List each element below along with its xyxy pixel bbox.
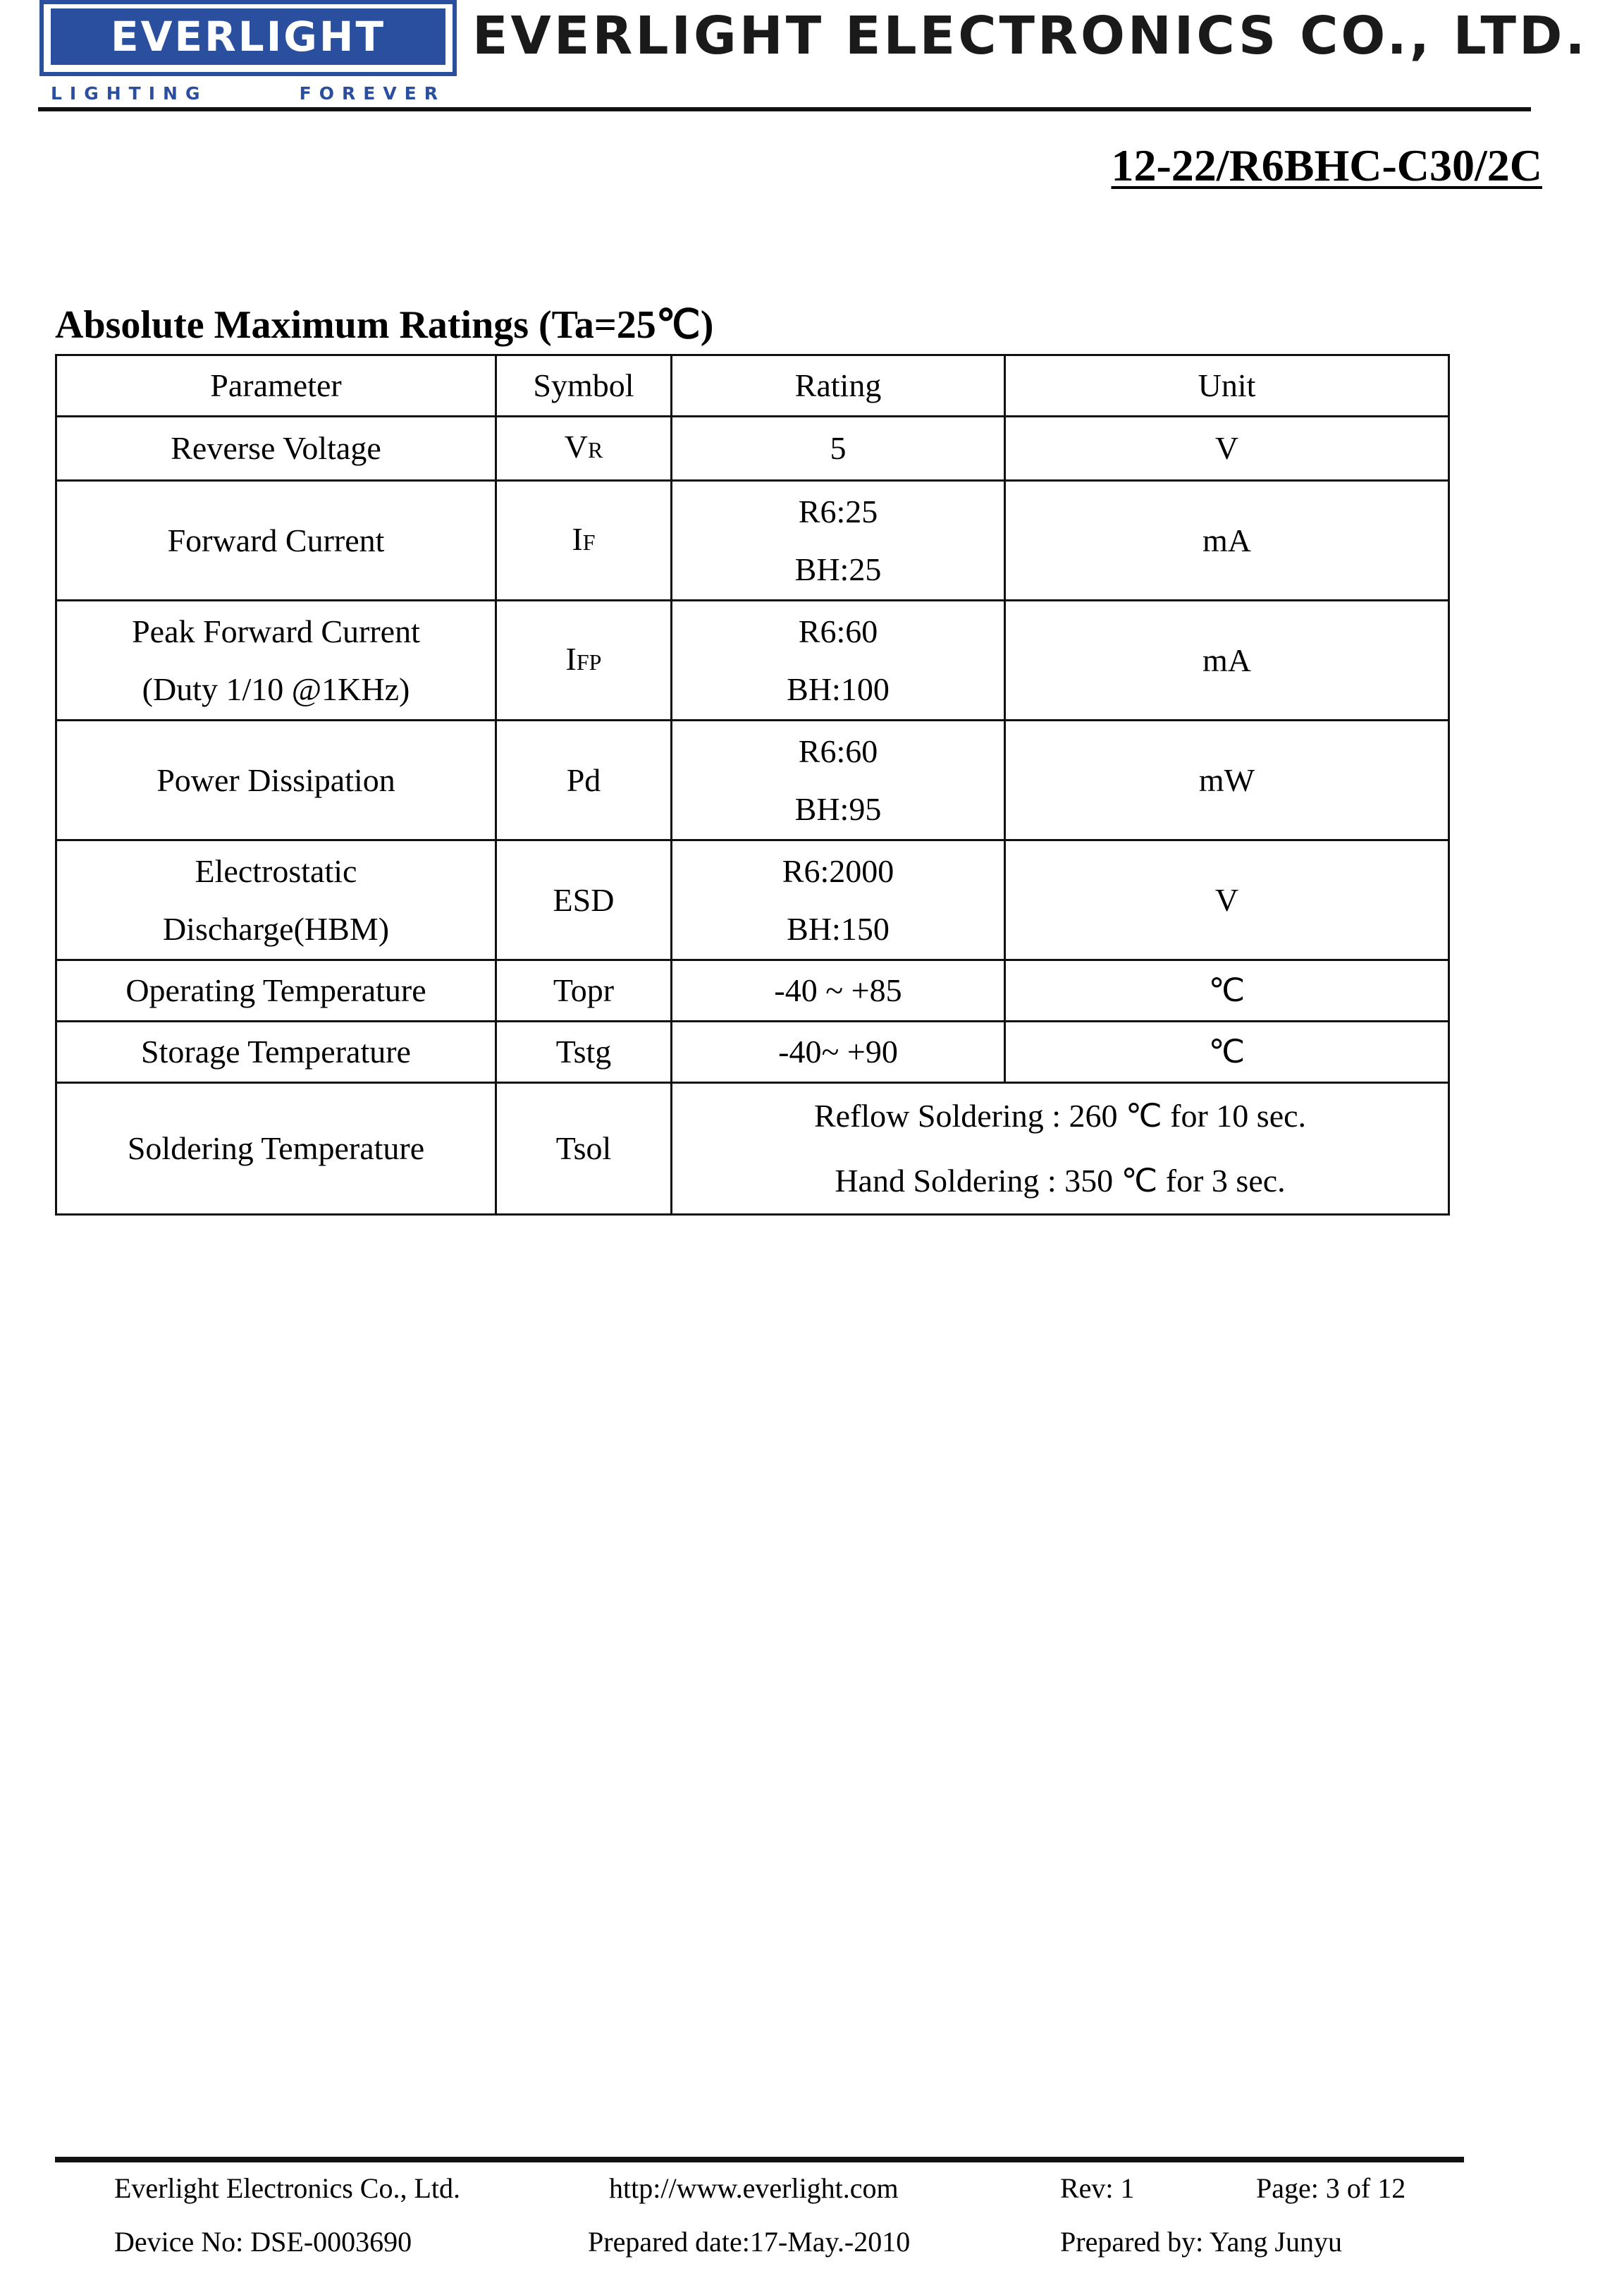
logo-text: EVERLIGHT	[110, 13, 386, 61]
cell-symbol: Tstg	[496, 1022, 672, 1083]
header-rating: Rating	[672, 355, 1005, 417]
cell-parameter: Operating Temperature	[56, 960, 496, 1022]
table-row	[56, 960, 1449, 1022]
part-number: 12-22/R6BHC-C30/2C	[1111, 140, 1542, 190]
symbol-subscript: F	[582, 529, 596, 555]
cell-parameter	[56, 601, 496, 721]
cell-rating	[672, 601, 1005, 721]
cell-rating-merged	[672, 1083, 1449, 1215]
table-row	[56, 601, 1449, 721]
parameter-line: Electrostatic	[195, 852, 357, 889]
table-row	[56, 1083, 1449, 1215]
section-title: Absolute Maximum Ratings (Ta=25℃)	[55, 303, 714, 347]
logo-plate	[51, 8, 445, 65]
rating-line: BH:25	[794, 551, 882, 587]
symbol-main: V	[564, 429, 588, 465]
cell-rating: 5	[672, 417, 1005, 481]
symbol-main: I	[572, 520, 583, 557]
cell-parameter	[56, 840, 496, 960]
footer-company: Everlight Electronics Co., Ltd.	[114, 2172, 460, 2204]
cell-symbol	[496, 417, 672, 481]
cell-rating: -40~ +90	[672, 1022, 1005, 1083]
parameter-line: Peak Forward Current	[132, 613, 420, 649]
cell-unit: V	[1005, 417, 1449, 481]
table-row	[56, 1022, 1449, 1083]
header-parameter: Parameter	[56, 355, 496, 417]
header-unit: Unit	[1005, 355, 1449, 417]
table-row	[56, 417, 1449, 481]
symbol-main: I	[565, 640, 577, 677]
rating-line: R6:25	[798, 493, 878, 530]
company-name: EVERLIGHT ELECTRONICS CO., LTD.	[472, 6, 1588, 66]
table-row	[56, 840, 1449, 960]
cell-symbol	[496, 601, 672, 721]
logo-tagline	[51, 83, 445, 104]
footer-page-number: Page: 3 of 12	[1256, 2172, 1406, 2204]
cell-unit: V	[1005, 840, 1449, 960]
ratings-table	[55, 354, 1450, 1216]
cell-symbol: ESD	[496, 840, 672, 960]
parameter-line: (Duty 1/10 @1KHz)	[142, 671, 410, 707]
rating-line: BH:150	[787, 910, 890, 947]
footer-divider	[55, 2157, 1464, 2162]
cell-unit: mA	[1005, 481, 1449, 601]
footer-prepared-by: Prepared by: Yang Junyu	[1060, 2226, 1342, 2258]
cell-parameter: Storage Temperature	[56, 1022, 496, 1083]
symbol-subscript: FP	[576, 649, 602, 675]
cell-rating	[672, 481, 1005, 601]
cell-unit: mA	[1005, 601, 1449, 721]
header-symbol: Symbol	[496, 355, 672, 417]
table-row	[56, 481, 1449, 601]
cell-unit: ℃	[1005, 960, 1449, 1022]
cell-parameter: Reverse Voltage	[56, 417, 496, 481]
company-logo	[39, 0, 457, 76]
cell-unit: mW	[1005, 721, 1449, 840]
rating-line: BH:95	[794, 790, 882, 827]
cell-rating: -40 ~ +85	[672, 960, 1005, 1022]
cell-symbol	[496, 481, 672, 601]
tagline-right: FOREVER	[299, 83, 445, 104]
table-header-row	[56, 355, 1449, 417]
rating-line: BH:100	[787, 671, 890, 707]
cell-rating	[672, 721, 1005, 840]
parameter-line: Discharge(HBM)	[162, 910, 390, 947]
cell-rating	[672, 840, 1005, 960]
rating-line: Hand Soldering : 350 ℃ for 3 sec.	[835, 1163, 1286, 1199]
cell-parameter: Soldering Temperature	[56, 1083, 496, 1215]
tagline-left: LIGHTING	[51, 83, 208, 104]
footer-device-number: Device No: DSE-0003690	[114, 2226, 412, 2258]
header-divider	[38, 107, 1531, 111]
table-row	[56, 721, 1449, 840]
cell-symbol: Tsol	[496, 1083, 672, 1215]
cell-parameter: Forward Current	[56, 481, 496, 601]
footer-website: http://www.everlight.com	[609, 2172, 899, 2204]
footer-prepared-date: Prepared date:17-May.-2010	[588, 2226, 911, 2258]
cell-symbol: Pd	[496, 721, 672, 840]
rating-line: Reflow Soldering : 260 ℃ for 10 sec.	[813, 1098, 1307, 1134]
cell-unit: ℃	[1005, 1022, 1449, 1083]
rating-line: R6:2000	[782, 852, 894, 889]
rating-line: R6:60	[798, 613, 878, 649]
cell-symbol: Topr	[496, 960, 672, 1022]
symbol-subscript: R	[587, 437, 603, 463]
cell-parameter: Power Dissipation	[56, 721, 496, 840]
rating-line: R6:60	[798, 733, 878, 769]
footer-revision: Rev: 1	[1060, 2172, 1135, 2204]
